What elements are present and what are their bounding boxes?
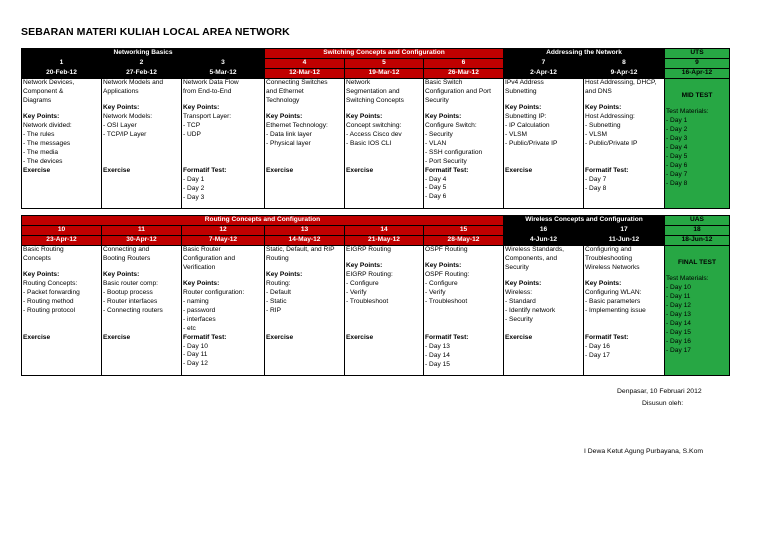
key-point-item: - The media <box>23 148 59 156</box>
test-material-item: - Day 16 <box>666 337 691 345</box>
key-points-label: Key Points: <box>585 279 622 287</box>
session-cell <box>265 79 345 209</box>
key-points-label: Key Points: <box>23 270 60 278</box>
test-day-item: - Day 8 <box>585 184 607 192</box>
test-material-item: - Day 14 <box>666 319 691 327</box>
key-point-item: - naming <box>183 297 209 305</box>
key-point-item: - Subnetting <box>585 121 621 129</box>
key-points-head: Network divided: <box>23 121 72 129</box>
exam-cell <box>665 79 730 209</box>
session-date: 20-Feb-12 <box>22 69 102 79</box>
key-points-label: Key Points: <box>103 103 140 111</box>
key-point-item: - Packet forwarding <box>23 288 80 296</box>
activity-label: Formatif Test: <box>183 166 227 174</box>
session-date: 9-Apr-12 <box>584 69 665 79</box>
session-date: 12-Mar-12 <box>265 69 345 79</box>
session-cell <box>345 79 424 209</box>
session-date: 30-Apr-12 <box>102 236 182 246</box>
session-cell <box>102 79 182 209</box>
key-point-item: - Security <box>425 130 453 138</box>
topic-line: OSPF Routing <box>425 246 468 253</box>
key-point-item: - Data link layer <box>266 130 312 138</box>
topic-line: Subnetting <box>505 87 537 95</box>
document-title: SEBARAN MATERI KULIAH LOCAL AREA NETWORK <box>21 26 290 38</box>
key-points-head: Routing: <box>266 279 291 287</box>
session-number: 6 <box>424 59 504 69</box>
key-points-head: Configure Switch: <box>425 121 477 129</box>
key-points-label: Key Points: <box>505 103 542 111</box>
session-number: 3 <box>182 59 265 69</box>
test-material-item: - Day 13 <box>666 310 691 318</box>
session-cell <box>345 246 424 376</box>
key-point-item: - TCP/IP Layer <box>103 130 147 138</box>
session-date: 5-Mar-12 <box>182 69 265 79</box>
topic-line: Wireless Networks <box>585 263 640 271</box>
activity-label: Exercise <box>103 166 131 174</box>
key-point-item: - VLAN <box>425 139 447 147</box>
key-points-label: Key Points: <box>23 112 60 120</box>
key-point-item: - interfaces <box>183 315 216 323</box>
session-cell <box>584 79 665 209</box>
session-cell <box>182 79 265 209</box>
session-number: 2 <box>102 59 182 69</box>
session-cell <box>265 246 345 376</box>
content-row <box>22 246 730 376</box>
key-point-item: - Physical layer <box>266 139 311 147</box>
session-number: 7 <box>504 59 584 69</box>
test-material-item: - Day 3 <box>666 134 688 142</box>
activity-label: Exercise <box>346 166 374 174</box>
key-point-item: - VLSM <box>505 130 527 138</box>
session-date: 16-Apr-12 <box>665 69 730 79</box>
topic-line: Security <box>505 263 529 271</box>
session-date: 26-Mar-12 <box>424 69 504 79</box>
session-number: 9 <box>665 59 730 69</box>
schedule-table-final <box>21 215 730 376</box>
test-day-item: - Day 16 <box>585 342 610 350</box>
session-date: 2-Apr-12 <box>504 69 584 79</box>
key-point-item: - Configure <box>425 279 458 287</box>
key-point-item: - Port Security <box>425 157 467 165</box>
test-material-item: - Day 7 <box>666 170 688 178</box>
session-date: 4-Jun-12 <box>504 236 584 246</box>
key-point-item: - RIP <box>266 306 282 314</box>
activity-label: Exercise <box>266 166 294 174</box>
test-day-item: - Day 5 <box>425 184 447 192</box>
session-number: 11 <box>102 226 182 236</box>
key-point-item: - password <box>183 306 216 314</box>
topic-line: Components, and <box>505 254 558 262</box>
session-date: 27-Feb-12 <box>102 69 182 79</box>
key-point-item: - Bootup process <box>103 288 153 296</box>
topic-line: Applications <box>103 87 139 95</box>
session-date: 21-May-12 <box>345 236 424 246</box>
session-date: 23-Apr-12 <box>22 236 102 246</box>
key-points-head: Network Models: <box>103 112 153 120</box>
group-header: Addressing the Network <box>504 49 665 59</box>
key-points-label: Key Points: <box>346 261 383 269</box>
group-header: UTS <box>665 49 730 59</box>
key-points-label: Key Points: <box>183 279 220 287</box>
topic-line: Verification <box>183 263 216 271</box>
session-cell <box>22 79 102 209</box>
session-date: 28-May-12 <box>424 236 504 246</box>
session-number: 17 <box>584 226 665 236</box>
activity-label: Exercise <box>103 333 131 341</box>
key-point-item: - Default <box>266 288 291 296</box>
key-point-item: - etc <box>183 324 196 332</box>
topic-line: Component & <box>23 87 64 95</box>
topic-line: Configuration and Port <box>425 87 491 95</box>
key-point-item: - Verify <box>425 288 446 296</box>
session-cell <box>504 246 584 376</box>
topic-line: Network Devices, <box>23 79 75 86</box>
topic-line: from End-to-End <box>183 87 232 95</box>
test-day-item: - Day 11 <box>183 351 208 359</box>
key-point-item: - OSI Layer <box>103 121 137 129</box>
topic-line: and DNS <box>585 87 612 95</box>
key-point-item: - Access Cisco dev <box>346 130 402 138</box>
test-material-item: - Day 15 <box>666 328 691 336</box>
test-day-item: - Day 14 <box>425 351 450 359</box>
topic-line: Host Addressing, DHCP, <box>585 79 657 86</box>
key-point-item: - The rules <box>23 130 55 138</box>
session-number: 1 <box>22 59 102 69</box>
key-points-head: Transport Layer: <box>183 112 232 120</box>
key-points-head: Wireless: <box>505 288 533 296</box>
key-point-item: - Router interfaces <box>103 297 158 305</box>
key-points-head: Basic router comp: <box>103 279 158 287</box>
key-points-head: Routing Concepts: <box>23 279 78 287</box>
group-header-row <box>22 216 730 226</box>
exam-title: FINAL TEST <box>678 259 716 266</box>
topic-line: Network Models and <box>103 79 164 86</box>
key-point-item: - Standard <box>505 297 536 305</box>
key-point-item: - Verify <box>346 288 367 296</box>
session-cell <box>584 246 665 376</box>
key-points-head: Concept switching: <box>346 121 402 129</box>
topic-line: Wireless Standards, <box>505 246 564 253</box>
test-material-item: - Day 17 <box>666 346 691 354</box>
key-point-item: - Public/Private IP <box>505 139 558 147</box>
group-header: Wireless Concepts and Configuration <box>504 216 665 226</box>
test-material-item: - Day 4 <box>666 143 688 151</box>
session-cell <box>22 246 102 376</box>
topic-line: EIGRP Routing <box>346 246 391 253</box>
test-materials-label: Test Materials: <box>666 107 709 115</box>
key-points-label: Key Points: <box>425 112 462 120</box>
test-material-item: - Day 1 <box>666 116 688 124</box>
key-point-item: - Troubleshoot <box>346 297 389 305</box>
key-point-item: - Security <box>505 315 533 323</box>
session-number: 14 <box>345 226 424 236</box>
topic-line: Concepts <box>23 254 51 262</box>
test-day-item: - Day 13 <box>425 342 450 350</box>
test-day-item: - Day 15 <box>425 360 450 368</box>
topic-line: and Ethernet <box>266 87 304 95</box>
key-point-item: - Implementing issue <box>585 306 646 314</box>
test-material-item: - Day 8 <box>666 179 688 187</box>
session-date-row <box>22 69 730 79</box>
topic-line: Technology <box>266 96 300 104</box>
session-number: 18 <box>665 226 730 236</box>
session-number: 13 <box>265 226 345 236</box>
exam-cell <box>665 246 730 376</box>
key-point-item: - Troubleshoot <box>425 297 468 305</box>
signature-name: I Dewa Ketut Agung Purbayana, S.Kom <box>584 448 704 455</box>
key-points-label: Key Points: <box>266 112 303 120</box>
key-point-item: - IP Calculation <box>505 121 550 129</box>
session-date: 14-May-12 <box>265 236 345 246</box>
test-material-item: - Day 12 <box>666 301 691 309</box>
key-points-label: Key Points: <box>585 103 622 111</box>
key-point-item: - Static <box>266 297 287 305</box>
key-point-item: - TCP <box>183 121 201 129</box>
session-date: 7-May-12 <box>182 236 265 246</box>
session-number: 5 <box>345 59 424 69</box>
session-number: 4 <box>265 59 345 69</box>
session-date: 18-Jun-12 <box>665 236 730 246</box>
key-point-item: - Basic parameters <box>585 297 641 305</box>
session-cell <box>182 246 265 376</box>
test-day-item: - Day 4 <box>425 175 447 183</box>
key-point-item: - The devices <box>23 157 63 165</box>
key-point-item: - Connecting routers <box>103 306 163 314</box>
test-materials-label: Test Materials: <box>666 274 709 282</box>
group-header: Networking Basics <box>22 49 265 59</box>
session-cell <box>424 246 504 376</box>
test-day-item: - Day 17 <box>585 351 610 359</box>
key-point-item: - SSH configuration <box>425 148 483 156</box>
schedule-table-midterm <box>21 48 730 209</box>
topic-line: Connecting and <box>103 246 150 253</box>
key-points-label: Key Points: <box>505 279 542 287</box>
group-header-row <box>22 49 730 59</box>
topic-line: IPv4 Address <box>505 79 544 86</box>
key-points-head: EIGRP Routing: <box>346 270 393 278</box>
key-point-item: - Public/Private IP <box>585 139 638 147</box>
key-points-label: Key Points: <box>266 270 303 278</box>
group-header: Switching Concepts and Configuration <box>265 49 504 59</box>
activity-label: Exercise <box>23 166 51 174</box>
topic-line: Connecting Switches <box>266 79 328 86</box>
key-point-item: - UDP <box>183 130 201 138</box>
topic-line: Network Data Flow <box>183 79 239 86</box>
topic-line: Basic Routing <box>23 246 64 253</box>
session-number: 12 <box>182 226 265 236</box>
key-points-label: Key Points: <box>425 261 462 269</box>
exam-title: MID TEST <box>681 92 713 99</box>
session-cell <box>504 79 584 209</box>
key-point-item: - Basic IOS CLI <box>346 139 392 147</box>
session-date-row <box>22 236 730 246</box>
test-material-item: - Day 5 <box>666 152 688 160</box>
key-point-item: - VLSM <box>585 130 607 138</box>
topic-line: Troubleshooting <box>585 254 633 262</box>
test-material-item: - Day 6 <box>666 161 688 169</box>
topic-line: Configuring and <box>585 246 632 253</box>
activity-label: Formatif Test: <box>425 333 469 341</box>
content-row <box>22 79 730 209</box>
test-material-item: - Day 2 <box>666 125 688 133</box>
activity-label: Exercise <box>346 333 374 341</box>
key-points-label: Key Points: <box>183 103 220 111</box>
topic-line: Routing <box>266 254 289 262</box>
session-cell <box>424 79 504 209</box>
test-day-item: - Day 1 <box>183 175 205 183</box>
key-points-head: Subnetting IP: <box>505 112 547 120</box>
activity-label: Exercise <box>23 333 51 341</box>
topic-line: Diagrams <box>23 96 52 104</box>
topic-line: Network <box>346 79 371 86</box>
session-number: 8 <box>584 59 665 69</box>
topic-line: Booting Routers <box>103 254 151 262</box>
key-point-item: - Routing protocol <box>23 306 76 314</box>
test-day-item: - Day 3 <box>183 193 205 201</box>
activity-label: Formatif Test: <box>425 166 469 174</box>
signature-place-date: Denpasar, 10 Februari 2012 <box>617 388 702 395</box>
test-day-item: - Day 7 <box>585 175 607 183</box>
group-header: Routing Concepts and Configuration <box>22 216 504 226</box>
key-points-head: Configuring WLAN: <box>585 288 642 296</box>
session-number: 15 <box>424 226 504 236</box>
activity-label: Exercise <box>266 333 294 341</box>
session-date: 11-Jun-12 <box>584 236 665 246</box>
key-points-label: Key Points: <box>103 270 140 278</box>
activity-label: Formatif Test: <box>585 166 629 174</box>
key-point-item: - Identify network <box>505 306 556 314</box>
topic-line: Basic Switch <box>425 79 463 86</box>
topic-line: Basic Router <box>183 246 221 253</box>
test-day-item: - Day 12 <box>183 360 208 368</box>
topic-line: Segmentation and <box>346 87 400 95</box>
signature-prepared-by: Disusun oleh: <box>642 400 684 407</box>
session-cell <box>102 246 182 376</box>
test-day-item: - Day 2 <box>183 184 205 192</box>
key-points-head: OSPF Routing: <box>425 270 470 278</box>
key-points-head: Host Addressing: <box>585 112 635 120</box>
activity-label: Formatif Test: <box>585 333 629 341</box>
key-points-label: Key Points: <box>346 112 383 120</box>
session-number: 10 <box>22 226 102 236</box>
session-number-row <box>22 226 730 236</box>
key-point-item: - Configure <box>346 279 379 287</box>
test-material-item: - Day 11 <box>666 292 691 300</box>
test-day-item: - Day 10 <box>183 342 208 350</box>
activity-label: Exercise <box>505 333 533 341</box>
key-point-item: - Routing method <box>23 297 74 305</box>
group-header: UAS <box>665 216 730 226</box>
key-points-head: Ethernet Technology: <box>266 121 328 129</box>
topic-line: Static, Default, and RIP <box>266 246 335 253</box>
activity-label: Exercise <box>505 166 533 174</box>
session-date: 19-Mar-12 <box>345 69 424 79</box>
session-number: 16 <box>504 226 584 236</box>
topic-line: Switching Concepts <box>346 96 404 104</box>
session-number-row <box>22 59 730 69</box>
activity-label: Formatif Test: <box>183 333 227 341</box>
key-points-head: Router configuration: <box>183 288 245 296</box>
topic-line: Security <box>425 96 449 104</box>
test-day-item: - Day 6 <box>425 193 447 201</box>
test-material-item: - Day 10 <box>666 283 691 291</box>
key-point-item: - The messages <box>23 139 71 147</box>
topic-line: Configuration and <box>183 254 236 262</box>
